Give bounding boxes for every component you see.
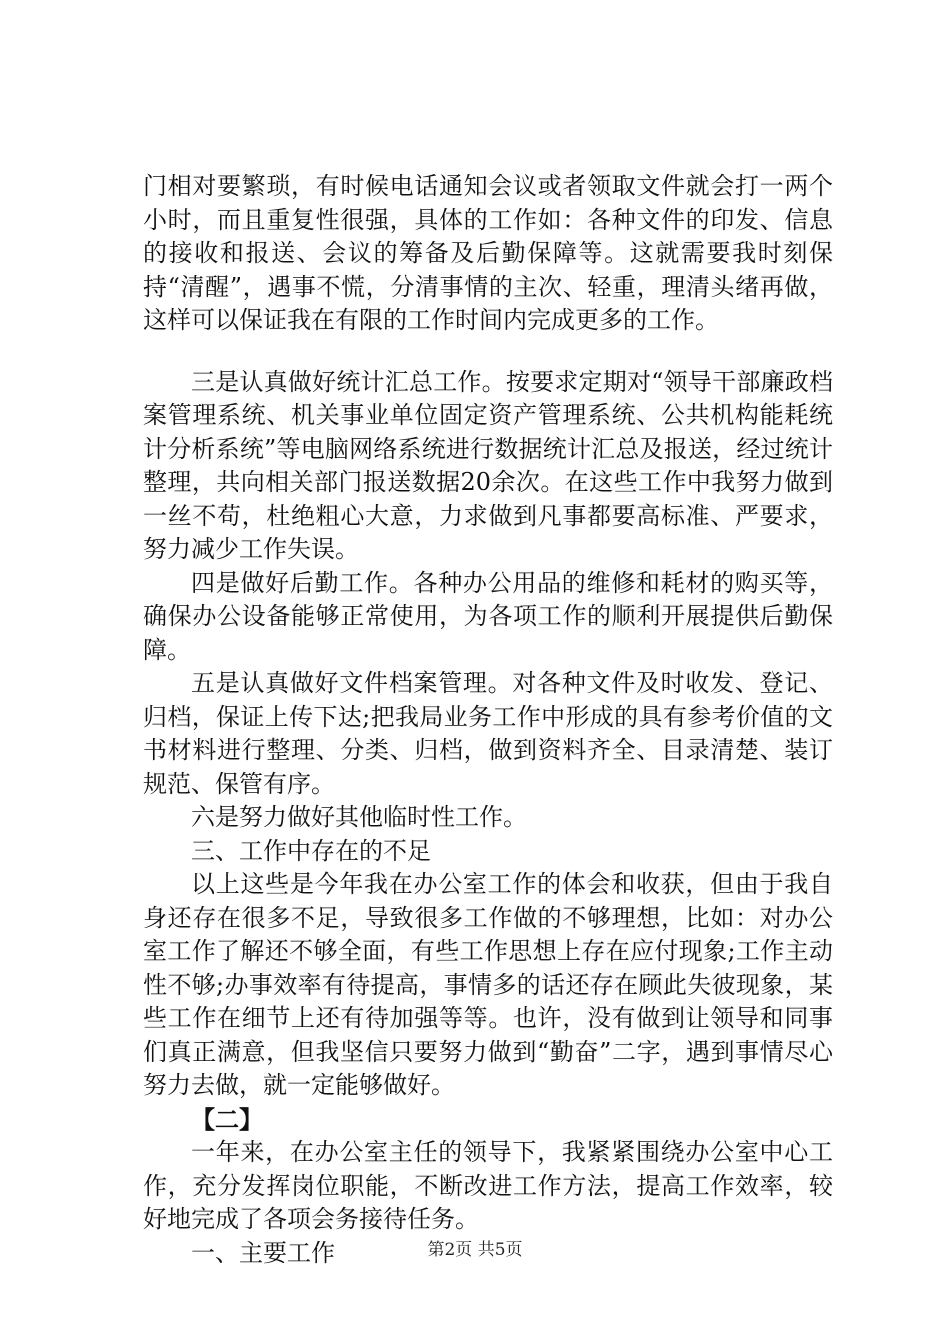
part-heading-two: 【二】 xyxy=(191,1104,263,1134)
paragraph-gap xyxy=(143,338,833,366)
section-heading-shortcomings: 三、工作中存在的不足 xyxy=(191,836,431,865)
paragraph-temporary-work: 六是努力做好其他临时性工作。 xyxy=(191,803,527,831)
section-heading-main-work: 一、主要工作 xyxy=(191,1238,335,1267)
paragraph-intro-two: 一年来，在办公室主任的领导下，我紧紧围绕办公室中心工作，充分发挥岗位职能，不断改进工作方法，提高工作效率，较好地完成了各项会务接待任务。 xyxy=(143,1138,833,1233)
page-number-footer: 第2页 共5页 xyxy=(427,1240,523,1260)
paragraph-continuation: 门相对要繁琐，有时候电话通知会议或者领取文件就会打一两个小时，而且重复性很强，具体的工作如：各种文件的印发、信息的接收和报送、会议的筹备及后勤保障等。这就需要我时刻保持“清醒”，遇事不慌，分清事情的主次、轻重，理清头绪再做，这样可以保证我在有限的工作时间内完成更多的工作。 xyxy=(143,172,833,334)
paragraph-shortcomings: 以上这些是今年我在办公室工作的体会和收获，但由于我自身还存在很多不足，导致很多工作做的不够理想，比如：对办公室工作了解还不够全面，有些工作思想上存在应付现象;工作主动性不够;办事效率有待提高，事情多的话还存在顾此失彼现象，某些工作在细节上还有待加强等等。也许，没有做到让领导和同事们真正满意，但我坚信只要努力做到“勤奋”二字，遇到事情尽心努力去做，就一定能够做好。 xyxy=(143,870,833,1099)
paragraph-statistics: 三是认真做好统计汇总工作。按要求定期对“领导干部廉政档案管理系统、机关事业单位固定资产管理系统、公共机构能耗统计分析系统”等电脑网络系统进行数据统计汇总及报送，经过统计整理，共向相关部门报送数据20余次。在这些工作中我努力做到一丝不苟，杜绝粗心大意，力求做到凡事都要高标准、严要求，努力减少工作失误。 xyxy=(143,367,833,563)
paragraph-logistics: 四是做好后勤工作。各种办公用品的维修和耗材的购买等，确保办公设备能够正常使用，为各项工作的顺利开展提供后勤保障。 xyxy=(143,568,833,664)
document-body xyxy=(143,170,833,1270)
paragraph-archives: 五是认真做好文件档案管理。对各种文件及时收发、登记、归档，保证上传下达;把我局业务工作中形成的具有参考价值的文书材料进行整理、分类、归档，做到资料齐全、目录清楚、装订规范、保管有序。 xyxy=(143,669,833,798)
